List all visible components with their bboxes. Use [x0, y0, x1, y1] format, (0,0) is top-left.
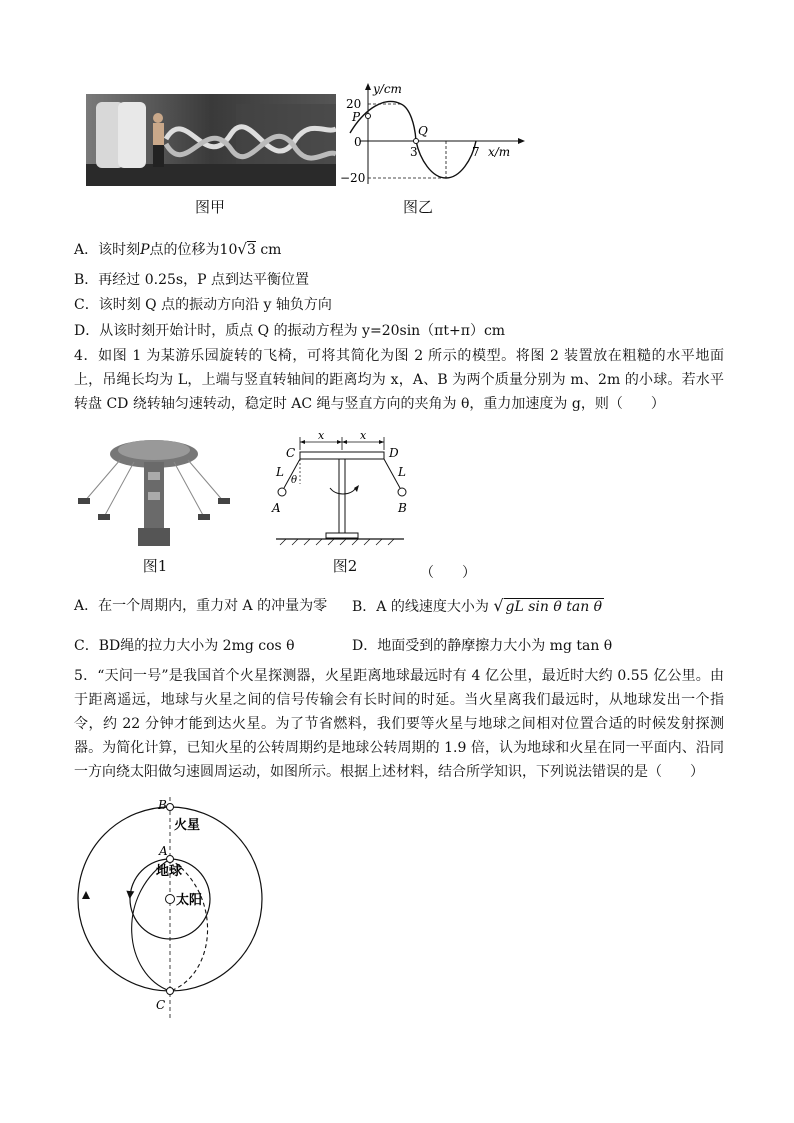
battle-rope-photo — [86, 94, 336, 186]
wave-tick-3: 3 — [410, 145, 418, 159]
fig2-label-l-left: L — [276, 465, 284, 479]
wave-tick-20: 20 — [346, 97, 362, 111]
orbit-label-a: A — [159, 844, 168, 858]
fig2-label-l-right: L — [398, 465, 406, 479]
wave-tick-m20: −20 — [340, 171, 366, 185]
wave-x-label: x/m — [488, 145, 511, 159]
orbit-label-sun: 太阳 — [176, 893, 203, 908]
orbit-label-c: C — [156, 998, 166, 1012]
q4-option-b: B．A 的线速度大小为 √ gL sin θ tan θ — [352, 596, 603, 615]
q4-stem: 4．如图 1 为某游乐园旋转的飞椅，可将其简化为图 2 所示的模型。将图 2 装置放在粗糙的水平地面上，吊绳长均为 L，上端与竖直转轴间的距离均为 x，A、B 为两个质量分别为 m、2m 的小球。若水平转盘 CD 绕转轴匀速转动，稳定时 AC 绳与竖直方向的夹角为 θ，重力加速度为 g，则（ ） — [74, 348, 724, 412]
q4-option-a: A．在一个周期内，重力对 A 的冲量为零 — [74, 598, 328, 614]
wave-tick-7: 7 — [472, 145, 480, 159]
fig-yi-caption: 图乙 — [402, 198, 433, 216]
fig-jia-caption: 图甲 — [194, 198, 225, 216]
fig2-caption: 图2 — [332, 557, 358, 575]
q5-stem: 5．“天问一号”是我国首个火星探测器，火星距离地球最远时有 4 亿公里，最近时大约 0.55 亿公里。由于距离遥远，地球与火星之间的信号传输会有长时间的时延。当火星离我们最远时，从地球发出一个指令，约 22 分钟才能到达火星。为了节省燃料，我们要等火星与地球之间相对位置合适的时候发射探测器。为简化计算，已知火星的公转周期约是地球公转周期的 1.9 倍，认为地球和火星在同一平面内、沿同一方向绕太阳做匀速圆周运动，如图所示。根据上述材料，结合所学知识，下列说法错误的是（ ） — [74, 668, 724, 780]
wave-y-label: y/cm — [373, 82, 402, 96]
fig2-label-d: D — [389, 446, 399, 460]
fig2-label-a: A — [272, 501, 281, 515]
q4-option-d: D．地面受到的静摩擦力大小为 mg tan θ — [352, 638, 613, 654]
q4-option-c: C．BD绳的拉力大小为 2mg cos θ — [74, 638, 295, 654]
q3-option-a: A．该时刻P点的位移为10√3 cm — [74, 240, 282, 258]
fig1-caption: 图1 — [142, 557, 168, 575]
wave-point-p: P — [352, 110, 361, 124]
fig2-label-b: B — [398, 501, 407, 515]
q3-option-d: D．从该时刻开始计时，质点 Q 的振动方程为 y=20sin（πt+π）cm — [74, 323, 506, 339]
wave-point-q: Q — [418, 124, 428, 138]
q4-figure-paren: （ ） — [420, 565, 476, 581]
fig2-label-c: C — [286, 446, 296, 460]
orbit-label-earth: 地球 — [156, 864, 183, 879]
orbit-label-b: B — [158, 798, 167, 812]
q3-option-c: C．该时刻 Q 点的振动方向沿 y 轴负方向 — [74, 297, 332, 313]
wave-tick-0: 0 — [354, 135, 362, 149]
orbit-label-mars: 火星 — [174, 818, 201, 833]
q3-option-b: B．再经过 0.25s，P 点到达平衡位置 — [74, 272, 309, 288]
orbit-diagram — [74, 795, 274, 1025]
wave-graph — [340, 80, 530, 190]
fig2-x-left: x — [318, 432, 325, 442]
rotating-model-diagram — [266, 432, 416, 548]
swing-ride-photo — [74, 432, 234, 552]
fig2-x-right: x — [360, 432, 367, 442]
fig2-theta: θ — [291, 475, 298, 486]
